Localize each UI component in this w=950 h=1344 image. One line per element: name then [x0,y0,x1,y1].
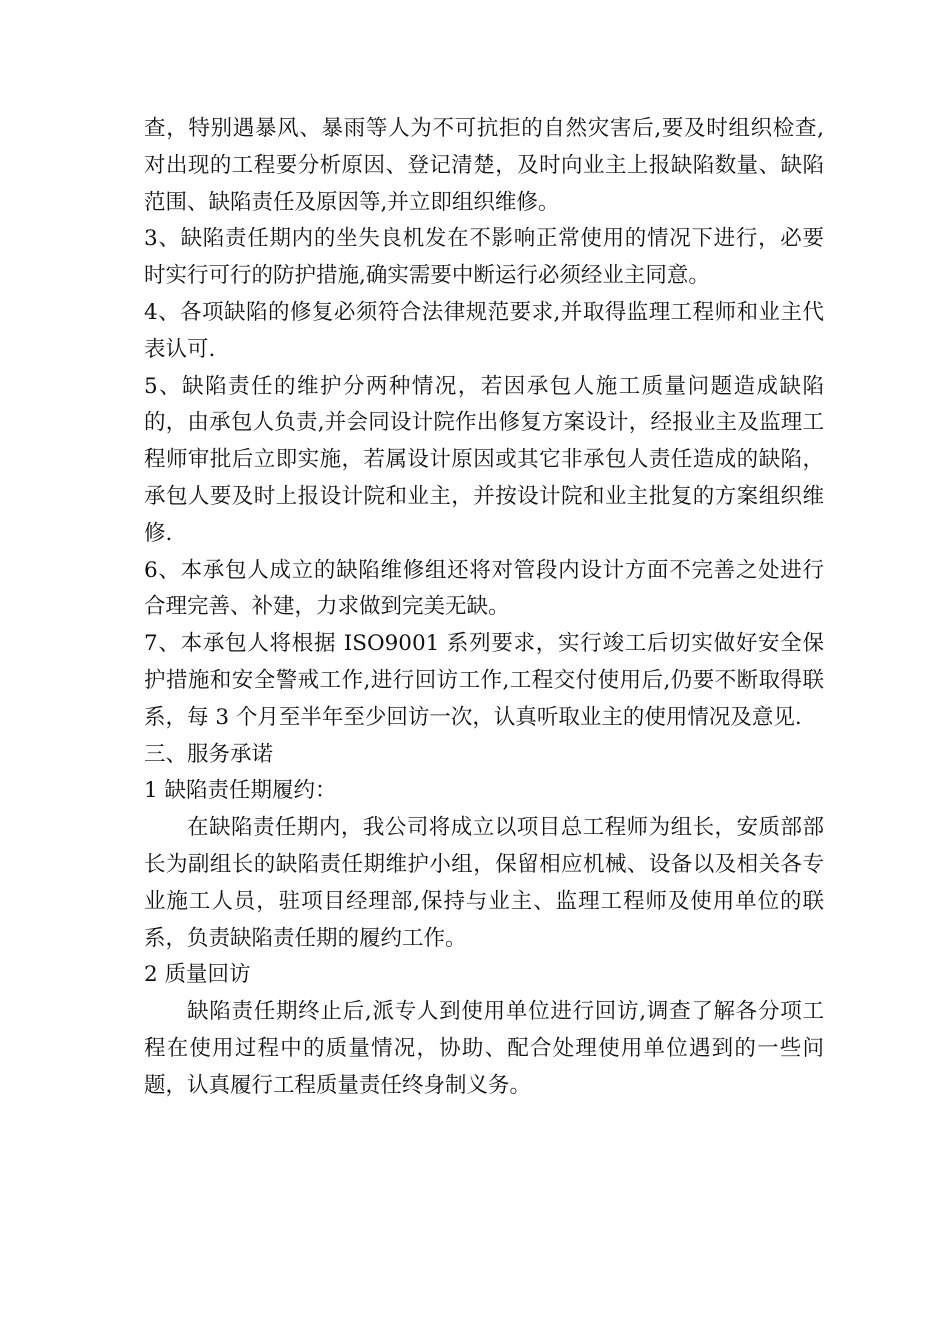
subheading-defect-period-performance: 1 缺陷责任期履约： [144,778,337,804]
paragraph-quality-revisit: 缺陷责任期终止后,派专人到使用单位进行回访,调查了解各分项工程在使用过程中的质量情况，协助、配合处理使用单位遇到的一些问题，认真履行工程质量责任终身制义务。 [144,999,824,1098]
document-body [144,111,824,1105]
section-heading-service-commitment: 三、服务承诺 [144,741,274,767]
paragraph-item-3: 3、缺陷责任期内的坐失良机发在不影响正常使用的情况下进行，必要时实行可行的防护措施,确实需要中断运行必须经业主同意。 [144,226,824,289]
paragraph-item-4: 4、各项缺陷的修复必须符合法律规范要求,并取得监理工程师和业主代表认可. [144,299,824,362]
subheading-quality-revisit: 2 质量回访 [144,962,251,988]
paragraph-item-5: 5、缺陷责任的维护分两种情况，若因承包人施工质量问题造成缺陷的，由承包人负责,并会同设计院作出修复方案设计，经报业主及监理工程师审批后立即实施，若属设计原因或其它非承包人责任造成的缺陷，承包人要及时上报设计院和业主，并按设计院和业主批复的方案组织维修. [144,373,824,546]
paragraph-item-6: 6、本承包人成立的缺陷维修组还将对管段内设计方面不完善之处进行合理完善、补建，力求做到完美无缺。 [144,557,824,620]
paragraph-inspection-continued: 查，特别遇暴风、暴雨等人为不可抗拒的自然灾害后,要及时组织检查,对出现的工程要分析原因、登记清楚，及时向业主上报缺陷数量、缺陷范围、缺陷责任及原因等,并立即组织维修。 [144,116,824,215]
paragraph-defect-period-team: 在缺陷责任期内，我公司将成立以项目总工程师为组长，安质部部长为副组长的缺陷责任期维护小组，保留相应机械、设备以及相关各专业施工人员，驻项目经理部,保持与业主、监理工程师及使用单位的联系，负责缺陷责任期的履约工作。 [144,815,824,951]
paragraph-item-7: 7、本承包人将根据 ISO9001 系列要求，实行竣工后切实做好安全保护措施和安全警戒工作,进行回访工作,工程交付使用后,仍要不断取得联系，每 3 个月至半年至少回访一次，认真听取业主的使用情况及意见. [144,631,824,730]
